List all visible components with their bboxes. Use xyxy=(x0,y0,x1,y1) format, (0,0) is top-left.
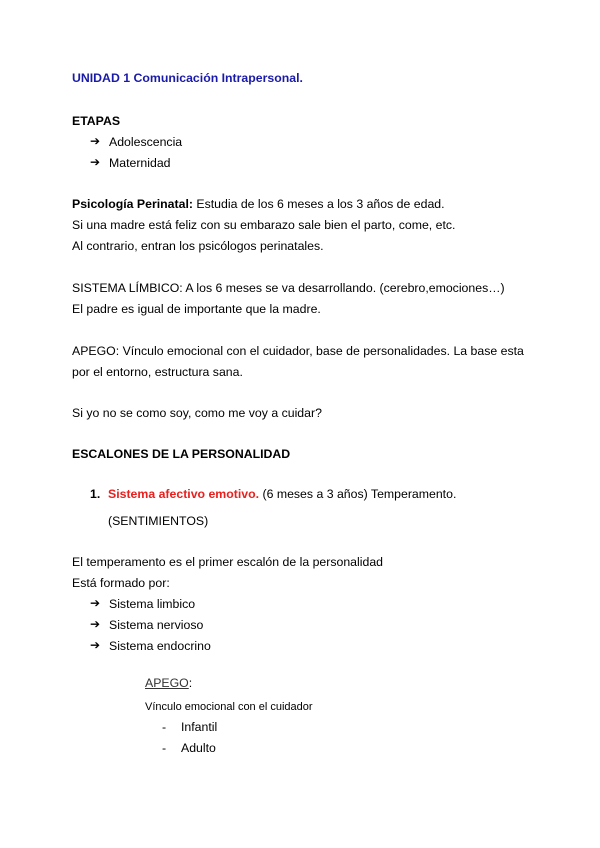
escalon-item-rest: (6 meses a 3 años) Temperamento. xyxy=(262,487,457,501)
temperamento-line2: Está formado por: xyxy=(72,576,170,590)
apego-paragraph-line2: por el entorno, estructura sana. xyxy=(72,365,243,379)
arrow-right-icon: ➔ xyxy=(90,596,101,610)
page-title: UNIDAD 1 Comunicación Intrapersonal. xyxy=(72,71,303,85)
perinatal-text: Estudia de los 6 meses a los 3 años de edad. xyxy=(196,197,445,211)
escalon-item xyxy=(108,487,456,502)
perinatal-label: Psicología Perinatal: xyxy=(72,197,193,211)
apego-heading-colon: : xyxy=(188,676,193,690)
escalon-item-sub: (SENTIMIENTOS) xyxy=(108,514,209,528)
etapas-heading: ETAPAS xyxy=(72,114,121,128)
perinatal-line3: Al contrario, entran los psicólogos perinatales. xyxy=(72,239,324,253)
question-text: Si yo no se como soy, como me voy a cuidar? xyxy=(72,406,322,420)
perinatal-line2: Si una madre está feliz con su embarazo sale bien el parto, come, etc. xyxy=(72,218,456,232)
apego-item: Infantil xyxy=(181,720,218,734)
arrow-right-icon: ➔ xyxy=(90,134,101,148)
list-number: 1. xyxy=(90,487,101,501)
etapas-item: Maternidad xyxy=(109,156,171,170)
arrow-right-icon: ➔ xyxy=(90,155,101,169)
temperamento-item: Sistema nervioso xyxy=(109,618,204,632)
limbico-line2: El padre es igual de importante que la madre. xyxy=(72,302,321,316)
apego-heading xyxy=(145,676,192,691)
apego-heading-text: APEGO xyxy=(145,676,189,690)
dash-bullet: - xyxy=(162,720,167,734)
perinatal-line xyxy=(72,197,445,212)
temperamento-item: Sistema endocrino xyxy=(109,639,211,653)
apego-item: Adulto xyxy=(181,741,216,755)
apego-description: Vínculo emocional con el cuidador xyxy=(145,701,313,713)
dash-bullet: - xyxy=(162,741,167,755)
etapas-item: Adolescencia xyxy=(109,135,183,149)
limbico-line1: SISTEMA LÍMBICO: A los 6 meses se va desarrollando. (cerebro,emociones…) xyxy=(72,281,505,295)
escalones-heading: ESCALONES DE LA PERSONALIDAD xyxy=(72,447,291,461)
arrow-right-icon: ➔ xyxy=(90,617,101,631)
escalon-item-label: Sistema afectivo emotivo. xyxy=(108,487,260,501)
apego-paragraph-line1: APEGO: Vínculo emocional con el cuidador, base de personalidades. La base esta xyxy=(72,344,524,358)
arrow-right-icon: ➔ xyxy=(90,638,101,652)
temperamento-line1: El temperamento es el primer escalón de la personalidad xyxy=(72,555,384,569)
temperamento-item: Sistema limbico xyxy=(109,597,196,611)
